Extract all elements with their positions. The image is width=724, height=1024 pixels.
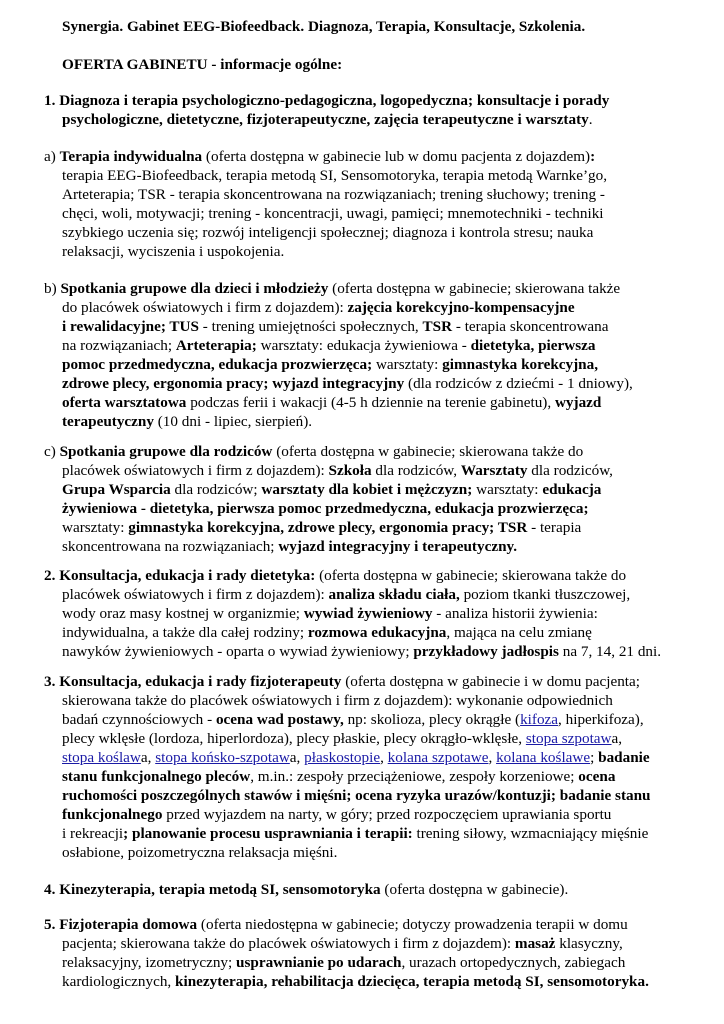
text-line	[62, 954, 625, 973]
bold-text: Spotkania grupowe dla rodziców	[59, 443, 273, 460]
bold-text: :	[590, 148, 596, 165]
text-line	[62, 692, 613, 711]
text-line	[44, 881, 568, 900]
text: dla rodziców;	[170, 481, 262, 498]
bold-text: wyjazd integracyjny i terapeutyczny.	[278, 538, 518, 555]
bold-text: funkcjonalnego	[62, 806, 163, 823]
bold-text: edukacja	[542, 481, 602, 498]
bold-text: dietetyka, pierwsza	[470, 337, 596, 354]
text-line	[62, 973, 649, 992]
text-line	[62, 337, 595, 356]
text: np: skolioza, plecy okrągłe (	[343, 711, 521, 728]
text-line	[62, 224, 593, 243]
text: na 7, 14, 21 dni.	[558, 643, 662, 660]
text: warsztaty:	[472, 481, 543, 498]
text: (oferta dostępna w gabinecie; skierowana także do	[315, 567, 627, 584]
text: (oferta dostępna w gabinecie i w domu pacjenta;	[341, 673, 640, 690]
bold-text: Grupa Wsparcia	[62, 481, 171, 498]
text: a,	[611, 730, 623, 747]
text-line	[62, 806, 611, 825]
text: trening siłowy, wzmacniający mięśnie	[412, 825, 649, 842]
text: plecy wklęsłe (lordoza, hiperlordoza), plecy płaskie, plecy okrągło-wklęsłe,	[62, 730, 526, 747]
text-line	[62, 167, 607, 186]
text-line	[62, 186, 605, 205]
bold-text: terapeutyczny	[62, 413, 154, 430]
text: (oferta dostępna w gabinecie; skierowana także	[328, 280, 621, 297]
text: dla rodziców,	[527, 462, 613, 479]
text: (dla rodziców z dziećmi - 1 dniowy),	[404, 375, 633, 392]
bold-text: zajęcia korekcyjno-kompensacyjne	[347, 299, 575, 316]
text: placówek oświatowych i firm z dojazdem):	[62, 462, 329, 479]
text: klasyczny,	[555, 935, 623, 952]
text-line	[62, 299, 575, 318]
text-line	[62, 935, 623, 954]
text-line	[62, 749, 650, 768]
text: nawyków żywieniowych - oparta o wywiad żywieniowy;	[62, 643, 414, 660]
text-line	[62, 500, 589, 519]
text: chęci, woli, motywacji; trening - koncentracji, uwagi, pamięci; mnemotechniki - techniki	[62, 205, 604, 222]
text-line	[44, 673, 640, 692]
bold-text: pomoc przedmedyczna, edukacja prozwierzęca;	[62, 356, 373, 373]
text: ,	[380, 749, 388, 766]
text: - trening umiejętności społecznych,	[198, 318, 423, 335]
text: ,	[488, 749, 497, 766]
bold-text: 4. Kinezyterapia, terapia metodą SI, sensomotoryka	[44, 881, 381, 898]
bold-text: Szkoła	[328, 462, 372, 479]
bold-text: warsztaty dla kobiet i mężczyzn;	[261, 481, 473, 498]
bold-text: gimnastyka korekcyjna, zdrowe plecy, ergonomia pracy; TSR	[128, 519, 528, 536]
text: a)	[44, 148, 60, 165]
text: podczas ferii i wakacji (4-5 h dziennie na terenie gabinetu),	[186, 394, 555, 411]
bold-text: Arteterapia;	[175, 337, 257, 354]
text-line	[62, 730, 622, 749]
text-line	[62, 318, 609, 337]
bold-text: żywieniowa - dietetyka, pierwsza pomoc przedmedyczna, edukacja prozwierzęca;	[62, 500, 589, 517]
text: (10 dni - lipiec, sierpień).	[153, 413, 313, 430]
text: relaksacyjny, izometryczny;	[62, 954, 237, 971]
text-line	[62, 711, 644, 730]
bold-text: Diagnoza i terapia psychologiczno-pedagogiczna, logopedyczna; konsultacje i porady	[59, 92, 610, 109]
text: placówek oświatowych i firm z dojazdem):	[62, 586, 329, 603]
text-line	[62, 375, 633, 394]
text: , urazach ortopedycznych, zabiegach	[401, 954, 626, 971]
text-line	[44, 92, 609, 111]
bold-text: 1.	[44, 92, 60, 109]
text: kardiologicznych,	[62, 973, 176, 990]
bold-text: usprawnianie po udarach	[236, 954, 402, 971]
bold-text: Spotkania grupowe dla dzieci i młodzieży	[60, 280, 329, 297]
text-line	[44, 280, 620, 299]
text: terapia EEG-Biofeedback, terapia metodą SI, Sensomotoryka, terapia metodą Warnke’go,	[62, 167, 608, 184]
text: warsztaty: edukacja żywieniowa -	[256, 337, 471, 354]
bold-text: masaż	[514, 935, 556, 952]
text-line	[62, 787, 651, 806]
text: c)	[44, 443, 60, 460]
text: poziom tkanki tłuszczowej,	[459, 586, 631, 603]
text: (oferta dostępna w gabinecie).	[380, 881, 569, 898]
text-line	[62, 844, 337, 863]
bold-text: 2. Konsultacja, edukacja i rady dietetyka:	[44, 567, 316, 584]
bold-text: ocena wad postawy,	[215, 711, 344, 728]
text: skoncentrowana na rozwiązaniach;	[62, 538, 279, 555]
text: skierowana także do placówek oświatowych i firm z dojazdem): wykonanie odpowiednich	[62, 692, 613, 709]
text-line	[62, 538, 517, 557]
text-line	[44, 567, 626, 586]
text: przed wyjazdem na narty, w góry; przed rozpoczęciem uprawiania sportu	[162, 806, 612, 823]
term-link[interactable]: stopa szpotaw	[525, 730, 612, 747]
text: osłabione, poizometryczna relaksacja mięśni.	[62, 844, 338, 861]
bold-text: przykładowy jadłospis	[413, 643, 559, 660]
text: , mająca na celu zmianę	[446, 624, 592, 641]
offer-heading: OFERTA GABINETU - informacje ogólne:	[62, 56, 343, 73]
text-line	[44, 148, 595, 167]
text: warsztaty:	[62, 519, 129, 536]
bold-text: Terapia indywidualna	[59, 148, 203, 165]
text: (oferta niedostępna w gabinecie; dotyczy prowadzenia terapii w domu	[197, 916, 628, 933]
term-link[interactable]: płaskostopie	[304, 749, 381, 766]
bold-text: oferta warsztatowa	[62, 394, 187, 411]
text: - terapia skoncentrowana	[452, 318, 609, 335]
text-line	[62, 243, 284, 262]
text: .	[588, 111, 593, 128]
text-line	[62, 462, 613, 481]
bold-text: ruchomości poszczególnych stawów i mięśni; ocena ryzyka urazów/kontuzji; badanie stanu	[62, 787, 651, 804]
text: a,	[140, 749, 156, 766]
text: (oferta dostępna w gabinecie; skierowana także do	[272, 443, 584, 460]
bold-text: wyjazd	[554, 394, 602, 411]
text: ;	[590, 749, 599, 766]
text: na rozwiązaniach;	[62, 337, 176, 354]
bold-text: 3. Konsultacja, edukacja i rady fizjoterapeuty	[44, 673, 342, 690]
text: a,	[289, 749, 305, 766]
bold-text: zdrowe plecy, ergonomia pracy; wyjazd integracyjny	[62, 375, 405, 392]
text-line	[62, 481, 601, 500]
text: warsztaty:	[372, 356, 443, 373]
text-line	[62, 413, 312, 432]
text: , hiperkifoza),	[558, 711, 644, 728]
text: szybkiego uczenia się; rozwój inteligencji społecznej; diagnoza i kontrola stresu; nauka	[62, 224, 594, 241]
text-line	[62, 519, 581, 538]
text: i rekreacji	[62, 825, 124, 842]
text-line	[44, 916, 628, 935]
text-line	[62, 394, 601, 413]
bold-text: 5. Fizjoterapia domowa	[44, 916, 198, 933]
text: b)	[44, 280, 61, 297]
text-line	[62, 205, 604, 224]
text-line	[62, 825, 648, 844]
text: indywidualna, a także dla całej rodziny;	[62, 624, 308, 641]
text: relaksacji, wyciszenia i uspokojenia.	[62, 243, 285, 260]
text: (oferta dostępna w gabinecie lub w domu pacjenta z dojazdem)	[202, 148, 591, 165]
term-link[interactable]: kolana szpotawe	[387, 749, 489, 766]
term-link[interactable]: stopa koślaw	[62, 749, 141, 766]
text-line	[44, 443, 583, 462]
bold-text: analiza składu ciała,	[328, 586, 460, 603]
bold-text: ocena	[578, 768, 616, 785]
text-line	[62, 586, 630, 605]
text: , m.in.: zespoły przeciążeniowe, zespoły korzeniowe;	[250, 768, 579, 785]
bold-text: stanu funkcjonalnego pleców	[62, 768, 251, 785]
term-link[interactable]: kifoza	[520, 711, 559, 728]
text-line	[62, 624, 592, 643]
bold-text: badanie	[598, 749, 650, 766]
text-line	[62, 768, 615, 787]
text: do placówek oświatowych i firm z dojazdem):	[62, 299, 348, 316]
text-line	[62, 643, 661, 662]
bold-text: rozmowa edukacyjna	[307, 624, 447, 641]
term-link[interactable]: kolana koślawe	[496, 749, 591, 766]
bold-text: i rewalidacyjne; TUS	[62, 318, 199, 335]
document-title: Synergia. Gabinet EEG-Biofeedback. Diagnoza, Terapia, Konsultacje, Szkolenia.	[62, 18, 586, 35]
bold-text: kinezyterapia, rehabilitacja dziecięca, terapia metodą SI, sensomotoryka.	[175, 973, 649, 990]
text: Arteterapia; TSR - terapia skoncentrowana na rozwiązaniach; trening słuchowy; trening -	[62, 186, 605, 203]
term-link[interactable]: stopa końsko-szpotaw	[155, 749, 290, 766]
text: dla rodziców,	[371, 462, 461, 479]
bold-text: psychologiczne, dietetyczne, fizjoterapeutyczne, zajęcia terapeutyczne i warsztaty	[62, 111, 589, 128]
text-line	[62, 605, 598, 624]
text: badań czynnościowych -	[62, 711, 216, 728]
text: - terapia	[527, 519, 582, 536]
bold-text: TSR	[422, 318, 453, 335]
text: - analiza historii żywienia:	[432, 605, 598, 622]
bold-text: wywiad żywieniowy	[303, 605, 433, 622]
text-line	[62, 356, 598, 375]
text: wody oraz masy kostnej w organizmie;	[62, 605, 304, 622]
bold-text: Warsztaty	[460, 462, 528, 479]
text: pacjenta; skierowana także do placówek oświatowych i firm z dojazdem):	[62, 935, 515, 952]
bold-text: ; planowanie procesu usprawniania i terapii:	[123, 825, 413, 842]
bold-text: gimnastyka korekcyjna,	[442, 356, 598, 373]
text-line	[62, 111, 593, 130]
